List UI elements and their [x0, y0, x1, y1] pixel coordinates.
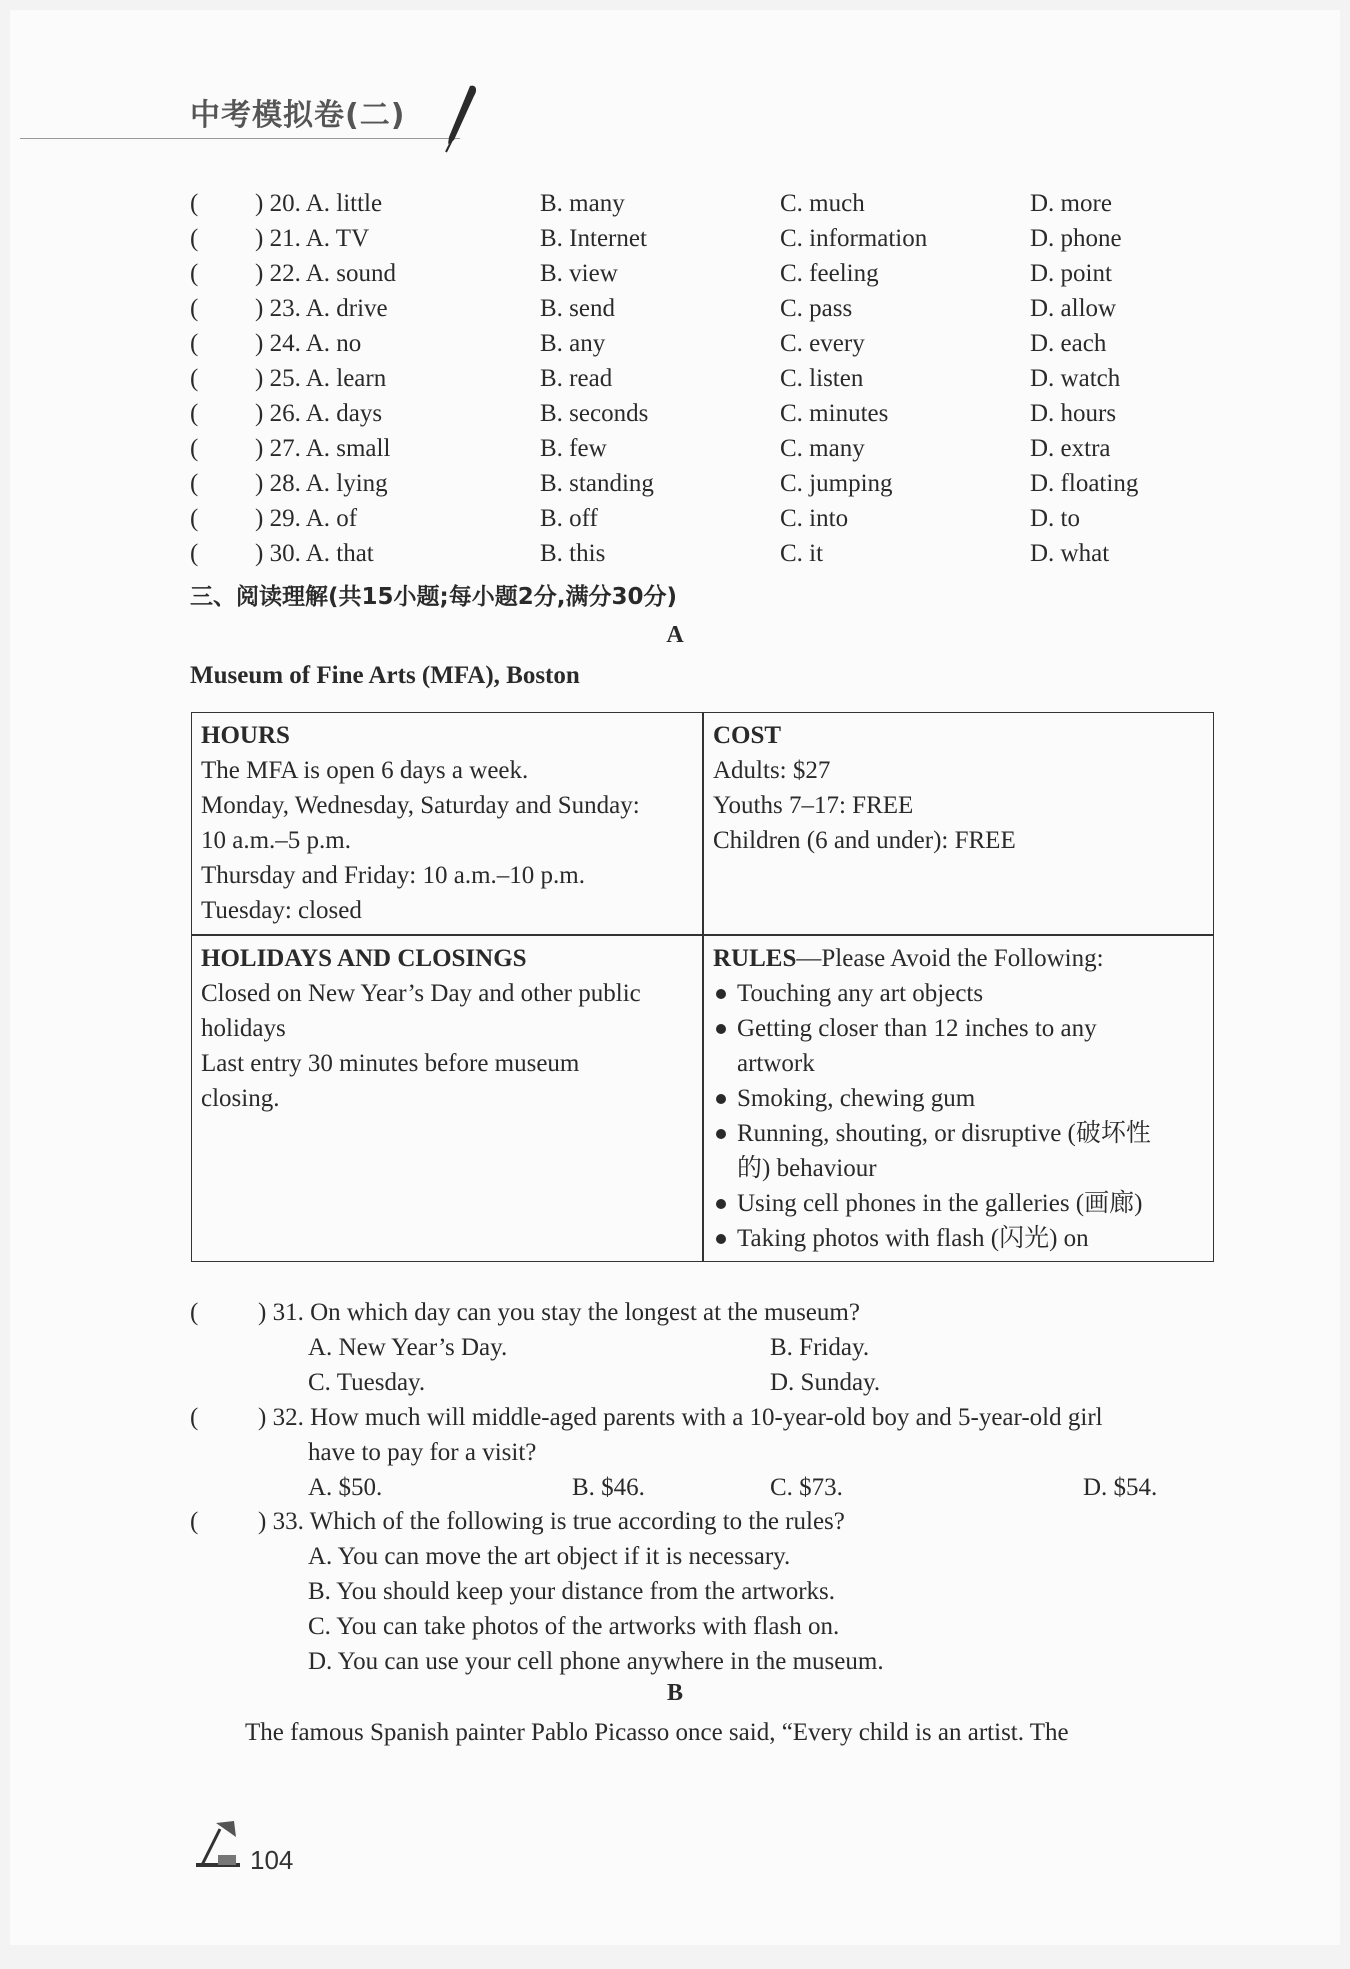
section-heading: 三、阅读理解(共15小题;每小题2分,满分30分): [190, 584, 677, 610]
cost-cell: COST Adults: $27 Youths 7–17: FREE Children (6 and under): FREE: [713, 722, 1016, 854]
answer-option: B. You should keep your distance from the artworks.: [308, 1578, 836, 1605]
page-number: 104: [250, 1845, 294, 1875]
answer-option: B. $46.: [572, 1474, 645, 1501]
page-header-title: 中考模拟卷(二): [190, 98, 406, 133]
answer-option: D. You can use your cell phone anywhere in the museum.: [308, 1648, 884, 1675]
option-row: ( ) 25. A. learn B. read C. listen D. watch: [190, 365, 1121, 392]
answer-option: A. New Year’s Day.: [308, 1334, 508, 1361]
answer-option: C. Tuesday.: [308, 1369, 426, 1396]
rule-item: Touching any art objects: [713, 976, 1208, 1011]
option-row: ( ) 24. A. no B. any C. every D. each: [190, 330, 1107, 357]
answer-option: A. You can move the art object if it is necessary.: [308, 1543, 791, 1570]
exam-page: 中考模拟卷(二) ( ) 20. A. little B. many C. much D. more ( ) 21. A. TV B. Internet C. information D. phone ( ) 22. A. sound B. view C. feeling D. point ( ) 23. A. drive B. send C. pass D. allow ( ) 24. A. no B. any C. every D. each ( ) 25. A. learn B. read C. listen D. watch ( ) 26. A. days B. seconds C. minutes D. hours ( ) 27. A. small B. few C. many D. extra ( ) 28. A. lying B. standing C. jumping D. floating ( ) 29. A. of B. off C. into D. to ( ) 30. A. that B. this C. it D. what 三、阅读理解(共15小题;每小题2分,满分30分) A Museum of Fine Arts (MFA), Boston HOURS The MFA is open 6 days a week. Monday, Wednesday, Saturday and Sunday: 10 a.m.–5 p.m. Thursday and Friday: 10 a.m.–10 p.m. Tuesday: closed COST Adults: $27 Youths 7–17: FREE Children (6 and under): FREE HOLIDAYS AND CLOSINGS Closed on New Year’s Day and other public holidays Last entry 30 minutes before museum closing. RULES—Please Avoid the Following: Touching any art objects Getting closer than 12 inches to any artwork Smoking, chewing gum Running, shouting, or disruptive (破坏性 的) behaviour Using cell phones in the galleries (画廊) Taking photos with flash (闪光) on ( ) 31. On which day can you stay the longest at the museum? A. New Year’s Day. B. Friday. C. Tuesday. D. Sunday. ( ) 32. How much will middle-aged parents with a 10-year-old boy and 5-year-old girl have to pay for a visit? A. $50. B. $46. C. $73. D. $54. ( ) 33. Which of the following is true according to the rules? A. You can move the art object if it is necessary. B. You should keep your distance from the artworks. C. You can take photos of the artworks with flash on. D. You can use your cell phone anywhere in the museum. B The famous Spanish painter Pablo Picasso once said, “Every child is an artist. The 104: [10, 10, 1340, 1945]
rule-item: Running, shouting, or disruptive (破坏性: [713, 1116, 1208, 1151]
rule-item: Smoking, chewing gum: [713, 1081, 1208, 1116]
rules-cell: RULES—Please Avoid the Following: Touching any art objects Getting closer than 12 inches to any artwork Smoking, chewing gum Running, shouting, or disruptive (破坏性 的) behaviour Using cell phones in the galleries (画廊) Taking photos with flash (闪光) on: [713, 941, 1208, 1256]
answer-option: D. Sunday.: [770, 1369, 881, 1396]
lamp-icon: [190, 1815, 246, 1871]
answer-option: C. $73.: [770, 1474, 843, 1501]
answer-option: C. You can take photos of the artworks with flash on.: [308, 1613, 840, 1640]
museum-info-table: [191, 712, 1214, 1262]
part-a-letter: A: [666, 622, 684, 648]
option-row: ( ) 29. A. of B. off C. into D. to: [190, 505, 1080, 532]
option-row: ( ) 20. A. little B. many C. much D. more: [190, 190, 1112, 217]
header-divider: [20, 138, 460, 139]
option-row: ( ) 21. A. TV B. Internet C. information D. phone: [190, 225, 1122, 252]
option-row: ( ) 30. A. that B. this C. it D. what: [190, 540, 1110, 567]
rule-item: Getting closer than 12 inches to any: [713, 1011, 1208, 1046]
rule-item: Using cell phones in the galleries (画廊): [713, 1186, 1208, 1221]
pen-icon: [440, 82, 480, 154]
option-row: ( ) 28. A. lying B. standing C. jumping D. floating: [190, 470, 1139, 497]
option-row: ( ) 22. A. sound B. view C. feeling D. point: [190, 260, 1112, 287]
question-32-continued: have to pay for a visit?: [308, 1439, 537, 1466]
option-row: ( ) 26. A. days B. seconds C. minutes D. hours: [190, 400, 1117, 427]
option-row: ( ) 27. A. small B. few C. many D. extra: [190, 435, 1111, 462]
answer-option: A. $50.: [308, 1474, 383, 1501]
answer-option: D. $54.: [1083, 1474, 1158, 1501]
part-b-letter: B: [666, 1680, 683, 1706]
museum-title: Museum of Fine Arts (MFA), Boston: [190, 662, 580, 689]
rule-item: Taking photos with flash (闪光) on: [713, 1221, 1208, 1256]
answer-option: B. Friday.: [770, 1334, 870, 1361]
part-b-passage: The famous Spanish painter Pablo Picasso once said, “Every child is an artist. The: [245, 1719, 1069, 1746]
holidays-cell: HOLIDAYS AND CLOSINGS Closed on New Year’s Day and other public holidays Last entry 30 minutes before museum closing.: [201, 945, 641, 1112]
option-row: ( ) 23. A. drive B. send C. pass D. allow: [190, 295, 1117, 322]
hours-cell: HOURS The MFA is open 6 days a week. Monday, Wednesday, Saturday and Sunday: 10 a.m.–5 p.m. Thursday and Friday: 10 a.m.–10 p.m. Tuesday: closed: [201, 722, 640, 924]
